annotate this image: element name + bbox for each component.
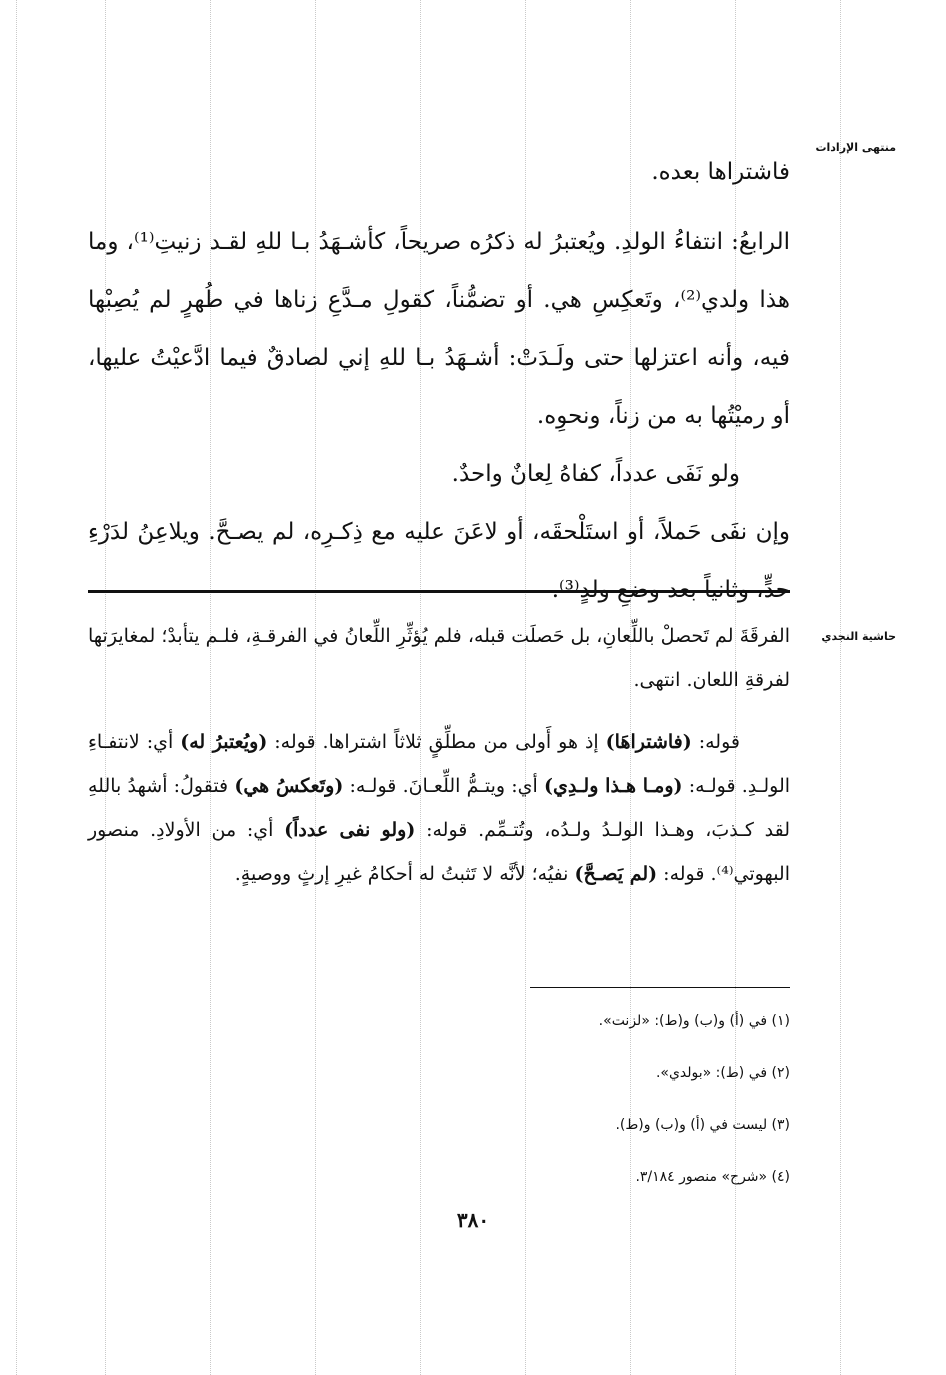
hashia-paragraph: الفرقَةَ لم تَحصلْ باللِّعانِ، بل حَصلَت قبله، فلم يُؤثِّرِ اللِّعانُ في الفرقـةِ، فلـم يتأبدْ؛ لمغايرَتها لفرقةِ اللعان. انتهى. bbox=[88, 625, 790, 691]
section-divider bbox=[88, 590, 790, 593]
footnotes bbox=[88, 995, 790, 1203]
main-text bbox=[88, 143, 790, 619]
scan-dotted-line bbox=[840, 0, 841, 1375]
hashia-quote: (وتَعكسُ هي) bbox=[234, 775, 344, 797]
scan-dotted-line bbox=[16, 0, 17, 1375]
footnote: (١) في (أ) و(ب) و(ط): «لزنت». bbox=[598, 1013, 790, 1029]
footnote-divider bbox=[530, 987, 790, 988]
hashia-text-run: أي: من الأولادِ. منصور البهوتي⁽⁴⁾. قوله: bbox=[88, 819, 790, 885]
hashia-text-run: إذ هو أَولى من مطلِّقٍ ثلاثاً اشتراها. قوله: bbox=[267, 731, 606, 753]
running-title: منتهى الإرادات bbox=[815, 141, 896, 154]
page-number: ٣٨٠ bbox=[456, 1208, 490, 1232]
hashia-text-run: أي: لانتفـاءِ الولـدِ. قولـه: bbox=[88, 731, 791, 797]
hashia-quote: (ولو نفى عدداً) bbox=[284, 819, 416, 841]
main-paragraph: وإن نفَى حَملاً، أو استَلْحقَه، أو لاعَنَ عليه مع ذِكـرِه، لم يصـحَّ. ويلاعِنُ لدَرْءِ حدٍّ، وثانياً بعد وضعِ ولدٍ⁽³⁾. bbox=[88, 519, 790, 603]
hashia-text-run: أي: ويتـمُّ اللِّعـانَ. قولـه: bbox=[343, 775, 545, 797]
hashia-text-run: فتقولُ: أشهدُ باللهِ لقد كـذبَ، وهـذا الولـدُ ولـدُه، وتُتـمِّم. قوله: bbox=[88, 775, 790, 841]
hashia-quote: (فاشتراهَا) bbox=[605, 731, 692, 753]
main-paragraph: فاشتراها بعده. bbox=[651, 159, 790, 185]
main-paragraph: ولو نَفَى عدداً، كفاهُ لِعانٌ واحدٌ. bbox=[451, 461, 740, 487]
hashia-title: حاشية النجدي bbox=[821, 630, 896, 643]
hashia-text-run: قوله: bbox=[691, 731, 740, 753]
footnote: (٤) «شرح» منصور ٣/١٨٤. bbox=[635, 1169, 790, 1185]
hashia-paragraph bbox=[88, 720, 790, 896]
hashia-text bbox=[88, 614, 790, 896]
hashia-quote: (ومـا هـذا ولـدِي) bbox=[544, 775, 683, 797]
footnote: (٢) في (ط): «بولدي». bbox=[655, 1065, 790, 1081]
main-paragraph: الرابعُ: انتفاءُ الولدِ. ويُعتبرُ له ذكرُه صريحاً، كأشـهَدُ بـا للهِ لقـد زنيتِ⁽¹⁾، وما هذا ولدي⁽²⁾، وتَعكِسِ هي. أو تضمُّناً، كقولِ مـدَّعِ زناها في طُهرٍ لم يُصِبْها فيه، وأنه اعتزلها حتى ولَـدَتْ: أشـهَدُ بـا للهِ إني لصادقٌ فيما ادَّعيْتُ عليها، أو رميْتُها به من زناً، ونحوِه. bbox=[88, 229, 790, 429]
hashia-text-run: نفيُه؛ لأنَّه لا تَثبتُ له أحكامُ غيرِ إرثٍ ووصيةٍ. bbox=[234, 863, 575, 885]
footnote: (٣) ليست في (أ) و(ب) و(ط). bbox=[615, 1117, 790, 1133]
hashia-quote: (لم يَصـحَّ) bbox=[574, 863, 658, 885]
hashia-quote: (ويُعتبرُ له) bbox=[180, 731, 268, 753]
